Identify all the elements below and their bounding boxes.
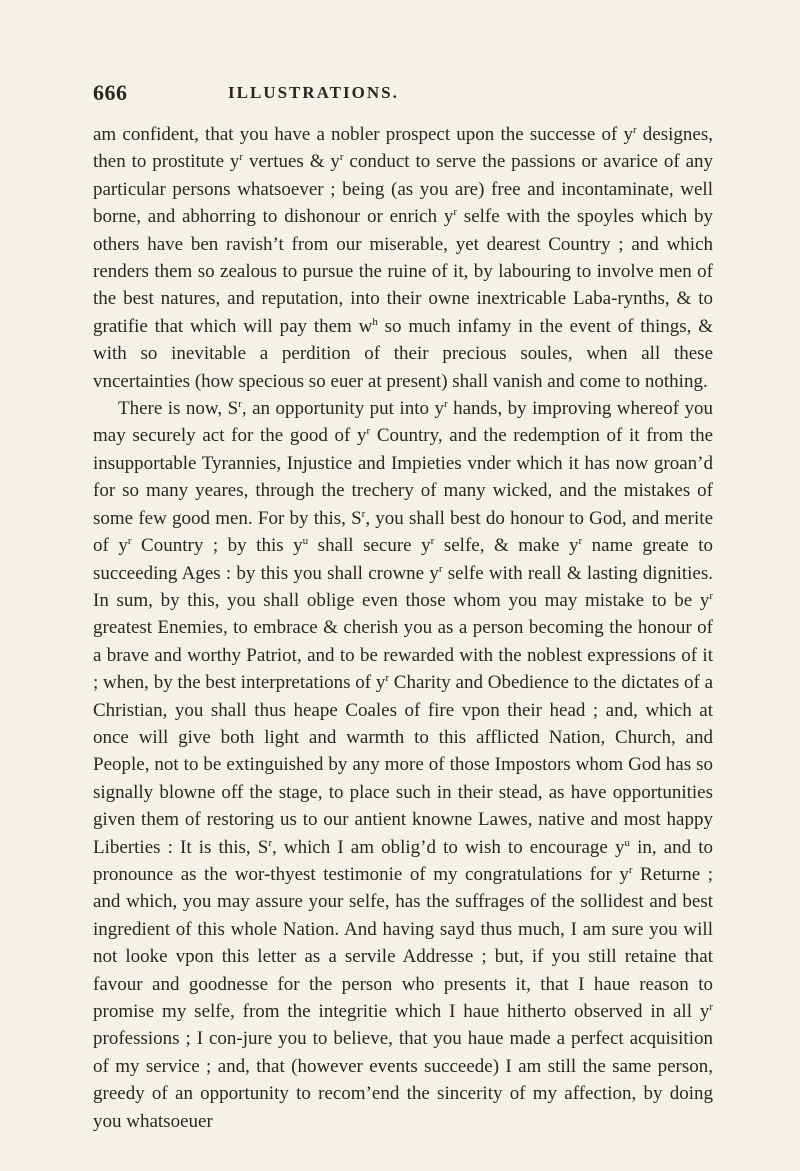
superscript-abbrev: r [430, 535, 435, 548]
text-run: Charity and Obedience to the dictates of a Christian, you shall thus heape Coales of fire vpon their head ; and, which at once will give both light and warmth to this afflicted Nation, Church, and People, not to be extinguished by any more of those Impostors whom God has so signally blowne off the stage, to place such in their stead, as have opportunities given them of restoring us to our antient knowne Lawes, native and most happy Liberties : It is this, S [93, 672, 714, 858]
text-run: Country ; by this y [131, 535, 303, 557]
running-head: ILLUSTRATIONS. [228, 83, 399, 102]
letter-body [93, 121, 713, 1135]
superscript-abbrev: r [453, 206, 458, 219]
paragraph-1 [93, 121, 713, 395]
superscript-abbrev: r [443, 398, 448, 411]
superscript-abbrev: r [268, 836, 272, 849]
text-run: vertues & y [243, 151, 340, 173]
text-run: Returne ; and which, you may assure your selfe, has the suffrages of the sollidest and best ingredient of this whole Nation. And having sayd thus much, I am sure you will not looke vpon this letter as a servile Addresse ; but, if you still retaine that favour and goodnesse for the person who presents it, that I haue reason to promise my selfe, from the integritie which I haue hitherto observed in all y [93, 863, 713, 1022]
superscript-abbrev: h [372, 315, 378, 328]
paragraph-2 [93, 395, 713, 1135]
superscript-abbrev: u [302, 535, 309, 548]
superscript-abbrev: r [709, 589, 713, 602]
superscript-abbrev: r [438, 562, 443, 575]
text-run: name greate to succeeding Ages : by this you shall crowne y [93, 535, 714, 584]
superscript-abbrev: r [385, 672, 390, 685]
superscript-abbrev: r [339, 151, 344, 164]
superscript-abbrev: r [709, 1001, 713, 1013]
text-run: selfe with the spoyles which by others have ben ravish’t from our miserable, yet dearest Country ; and which renders them so zealous to pursue the ruine of it, by labouring to involve men of the best natures, and reputation, into their owne inextricable Laba-rynths, & to gratifie that which will pay them w [93, 206, 714, 337]
text-run: , you shall best do honour to God, and merite of y [93, 507, 713, 557]
superscript-abbrev: r [578, 535, 583, 548]
text-run: Country, and the redemption of it from the insupportable Tyrannies, Injustice and Impieties vnder which it has now groan’d for so many yeares, through the trechery of many wicked, and the mistakes of some few good men. For by this, S [93, 425, 714, 529]
text-run: , which I am oblig’d to wish to encourage y [272, 836, 625, 858]
text-run: , an opportunity put into y [241, 398, 444, 420]
superscript-abbrev: r [127, 535, 132, 548]
text-run: am confident, that you have a nobler prospect upon the successe of y [93, 124, 633, 145]
text-run: shall secure y [308, 535, 431, 557]
page-number: 666 [93, 80, 128, 105]
superscript-abbrev: u [624, 836, 630, 849]
text-run: greatest Enemies, to embrace & cherish you as a person becoming the honour of a brave and worthy Patriot, and to be rewarded with the noblest expressions of it ; when, by the best interpretations of y [93, 617, 713, 694]
superscript-abbrev: r [632, 124, 637, 136]
text-run: selfe with reall & lasting dignities. In sum, by this, you shall oblige even those whom you may mistake to be y [93, 562, 714, 611]
text-run: There is now, S [118, 398, 239, 420]
text-run: so much infamy in the event of things, & with so inevitable a perdition of their precious soules, when all these vncertainties (how specious so euer at present) shall vanish and come to nothing. [93, 315, 713, 392]
text-run: selfe, & make y [434, 535, 579, 557]
page-header [93, 80, 713, 110]
superscript-abbrev: r [239, 151, 244, 164]
text-run: conduct to serve the passions or avarice of any particular persons whatsoever ; being (as you are) free and incontaminate, well borne, and abhorring to dishonour or enrich y [93, 151, 714, 228]
superscript-abbrev: r [366, 425, 371, 438]
superscript-abbrev: r [238, 398, 242, 411]
text-run: hands, by improving whereof you may securely act for the good of y [93, 398, 714, 447]
superscript-abbrev: r [361, 507, 366, 520]
superscript-abbrev: r [628, 863, 633, 876]
text-run: in, and to pronounce as the wor-thyest testimonie of my congratulations for y [93, 836, 713, 885]
text-run: designes, then to prostitute y [93, 124, 713, 173]
text-run: professions ; I con-jure you to believe, that you haue made a perfect acquisition of my service ; and, that (however events succeede) I am still the same person, greedy of an opportunity to recom’end the sincerity of my affection, by doing you whatsoeuer [93, 1028, 713, 1132]
